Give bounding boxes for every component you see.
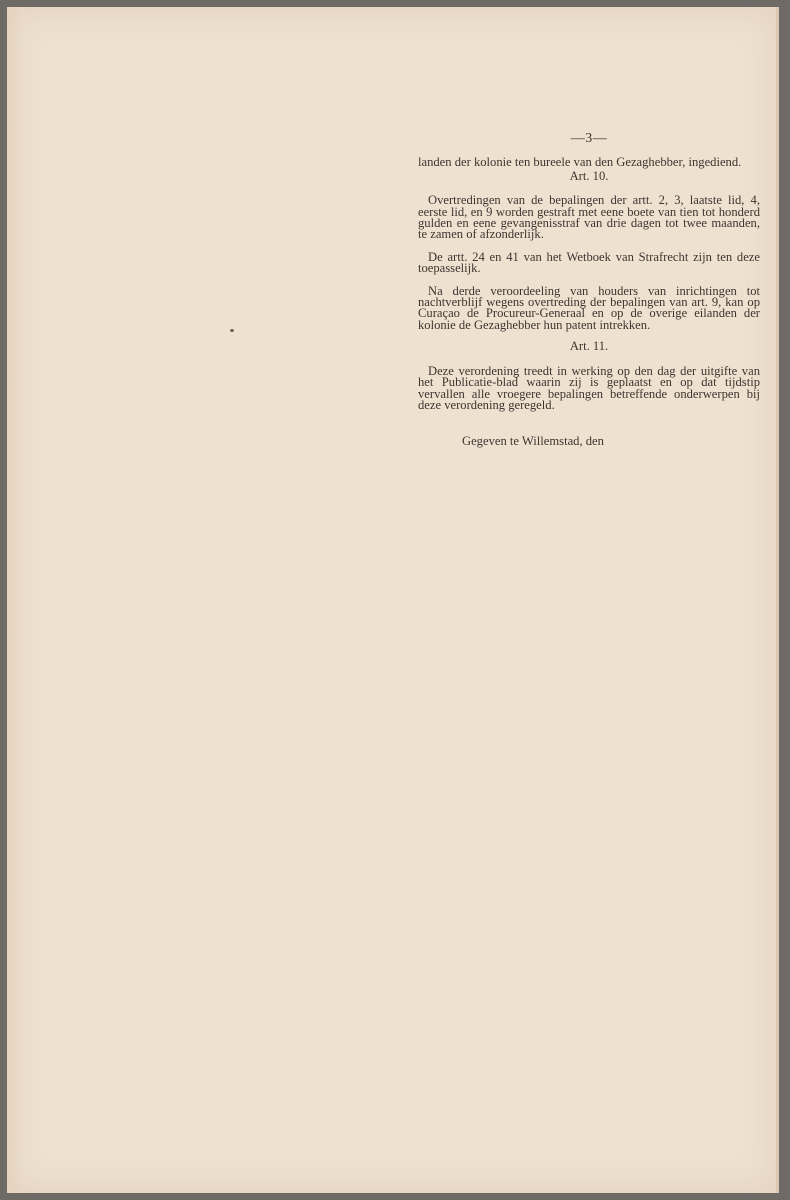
article-10-paragraph-1: Overtredingen van de bepalingen der artt. 2, 3, laatste lid, 4, eerste lid, en 9 worden gestraft met eene boete van tien tot honderd gulden en eene gevangenisstraf van drie dagen tot twee maanden, te zamen of afzonderlijk. xyxy=(418,193,760,242)
page-number: —3— xyxy=(570,131,608,146)
article-10-heading: Art. 10. xyxy=(569,168,609,183)
article-10-paragraph-2: De artt. 24 en 41 van het Wetboek van Strafrecht zijn ten deze toepasselijk. xyxy=(418,249,760,276)
paragraph-continuation: landen der kolonie ten bureele van den Gezaghebber, ingediend. xyxy=(418,155,742,170)
article-11-paragraph: Deze verordening treedt in werking op den dag der uitgifte van het Publicatie-blad waarin zij is geplaatst en op dat tijdstip vervallen alle vroegere bepalingen betreffende onderwerpen bij deze verordening geregeld. xyxy=(418,363,760,412)
signoff-line: Gegeven te Willemstad, den xyxy=(462,434,604,449)
ink-speck xyxy=(230,329,234,332)
article-10-paragraph-3: Na derde veroordeeling van houders van inrichtingen tot nachtverblijf wegens overtreding der bepalingen van art. 9, kan op Curaçao de Procureur-Generaal en op de overige eilanden der kolonie de Gezaghebber hun patent intrekken. xyxy=(418,283,760,332)
page-right-edge xyxy=(776,7,779,1193)
document-page xyxy=(7,7,779,1193)
page-left-shadow xyxy=(7,7,21,1193)
document-text-column xyxy=(418,133,760,448)
article-11-heading: Art. 11. xyxy=(569,339,609,354)
